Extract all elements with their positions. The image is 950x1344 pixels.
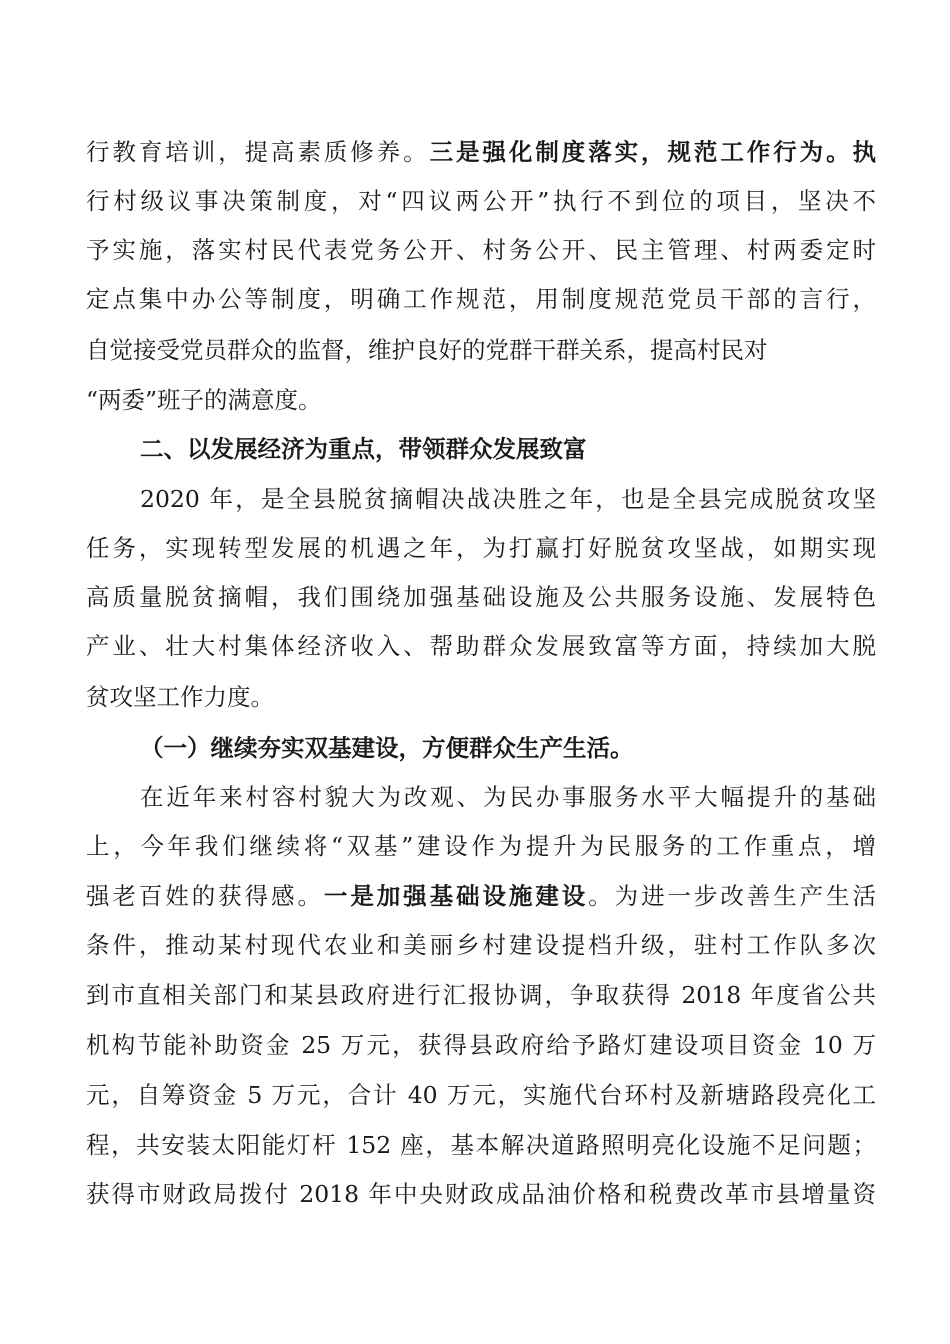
text-line: 到市直相关部门和某县政府进行汇报协调，争取获得 2018 年度省公共 (86, 981, 876, 1009)
text-line: 自觉接受党员群众的监督，维护良好的党群干群关系，提高村民对 (86, 336, 768, 364)
text-line: 条件，推动某村现代农业和美丽乡村建设提档升级，驻村工作队多次 (86, 931, 876, 959)
text-line: 在近年来村容村貌大为改观、为民办事服务水平大幅提升的基础 (140, 783, 876, 811)
text-line: 上，今年我们继续将“双基”建设作为提升为民服务的工作重点，增 (86, 832, 876, 860)
text-line: 贫攻坚工作力度。 (86, 683, 274, 711)
text-line: 予实施，落实村民代表党务公开、村务公开、民主管理、村两委定时 (86, 236, 876, 264)
subsection-heading: （一）继续夯实双基建设，方便群众生产生活。 (140, 734, 634, 762)
text-line: 行教育培训，提高素质修养。三是强化制度落实，规范工作行为。执 (86, 138, 876, 166)
text-line: 机构节能补助资金 25 万元，获得县政府给予路灯建设项目资金 10 万 (86, 1031, 876, 1059)
text-line: 获得市财政局拨付 2018 年中央财政成品油价格和税费改革市县增量资 (86, 1180, 876, 1208)
text-line: 行村级议事决策制度，对“四议两公开”执行不到位的项目，坚决不 (86, 187, 876, 215)
text-line: “两委”班子的满意度。 (86, 386, 322, 414)
text-line: 定点集中办公等制度，明确工作规范，用制度规范党员干部的言行， (86, 285, 876, 313)
text-line: 元，自筹资金 5 万元，合计 40 万元，实施代台环村及新塘路段亮化工 (86, 1081, 876, 1109)
section-heading: 二、以发展经济为重点，带领群众发展致富 (140, 435, 587, 463)
text-line: 任务，实现转型发展的机遇之年，为打赢打好脱贫攻坚战，如期实现 (86, 534, 876, 562)
text-line: 产业、壮大村集体经济收入、帮助群众发展致富等方面，持续加大脱 (86, 632, 876, 660)
text-line: 2020 年，是全县脱贫摘帽决战决胜之年，也是全县完成脱贫攻坚 (140, 485, 876, 513)
text-line: 高质量脱贫摘帽，我们围绕加强基础设施及公共服务设施、发展特色 (86, 583, 876, 611)
text-line: 程，共安装太阳能灯杆 152 座，基本解决道路照明亮化设施不足问题； (86, 1131, 876, 1159)
text-line: 强老百姓的获得感。一是加强基础设施建设。为进一步改善生产生活 (86, 882, 876, 910)
